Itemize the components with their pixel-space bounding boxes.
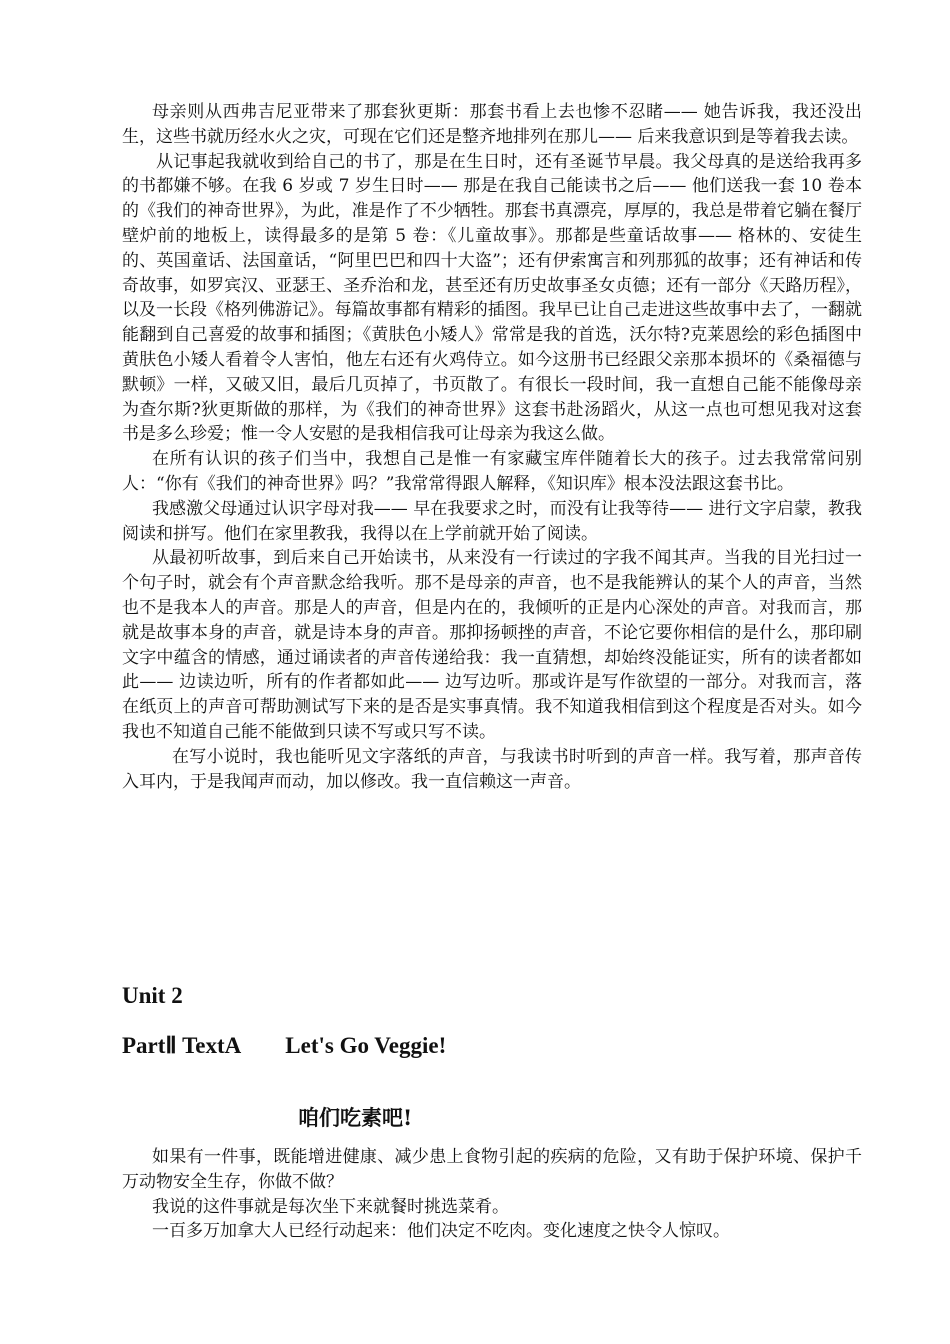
paragraph: 我说的这件事就是每次坐下来就餐时挑选菜肴。	[152, 1196, 509, 1217]
paragraph: 在所有认识的孩子们当中，我想自己是惟一有家藏宝库伴随着长大的孩子。过去我常常问别人：“你有《我们的神奇世界》吗？”我常常得跟人解释，《知识库》根本没法跟这套书比。	[122, 449, 862, 494]
chinese-title: 咱们吃素吧!	[298, 1105, 413, 1130]
unit-heading: Unit 2	[122, 983, 183, 1008]
paragraph: 从最初听故事，到后来自己开始读书，从来没有一行读过的字我不闻其声。当我的目光扫过一个句子时，就会有个声音默念给我听。那不是母亲的声音，也不是我能辨认的某个人的声音，当然也不是我本人的声音。那是人的声音，但是内在的，我倾听的正是内心深处的声音。对我而言，那就是故事本身的声音，就是诗本身的声音。那抑扬顿挫的声音，不论它要你相信的是什么，那印刷文字中蕴含的情感，通过诵读者的声音传递给我：我一直猜想，却始终没能证实，所有的读者都如此—— 边读边听，所有的作者都如此—— 边写边听。那或许是写作欲望的一部分。对我而言，落在纸页上的声音可帮助测试写下来的是否是实事真情。我不知道我相信到这个程度是否对头。如今我也不知道自己能不能做到只读不写或只写不读。	[122, 548, 862, 742]
paragraph: 从记事起我就收到给自己的书了，那是在生日时，还有圣诞节早晨。我父母真的是送给我再多的书都嫌不够。在我 6 岁或 7 岁生日时—— 那是在我自己能读书之后—— 他们送我一套 10 卷本的《我们的神奇世界》，为此，准是作了不少牺牲。那套书真漂亮，厚厚的，我总是带着它躺在餐厅壁炉前的地板上，读得最多的是第 5 卷：《儿童故事》。那都是些童话故事—— 格林的、安徒生的、英国童话、法国童话，“阿里巴巴和四十大盗”；还有伊索寓言和列那狐的故事；还有神话和传奇故事，如罗宾汉、亚瑟王、圣乔治和龙，甚至还有历史故事圣女贞德；还有一部分《天路历程》，以及一长段《格列佛游记》。每篇故事都有精彩的插图。我早已让自己走进这些故事中去了，一翻就能翻到自己喜爱的故事和插图；《黄肤色小矮人》常常是我的首选，沃尔特?克莱恩绘的彩色插图中黄肤色小矮人看着令人害怕，他左右还有火鸡侍立。如今这册书已经跟父亲那本损坏的《桑福德与默顿》一样，又破又旧，最后几页掉了，书页散了。有很长一段时间，我一直想自己能不能像母亲为查尔斯?狄更斯做的那样，为《我们的神奇世界》这套书赴汤蹈火，从这一点也可想见我对这套书是多么珍爱；惟一令人安慰的是我相信我可让母亲为我这么做。	[122, 151, 862, 445]
text-title: Let's Go Veggie!	[285, 1033, 447, 1058]
part-heading	[122, 1032, 446, 1060]
paragraph: 如果有一件事，既能增进健康、减少患上食物引起的疾病的危险，又有助于保护环境、保护千万动物安全生存，你做不做？	[122, 1147, 862, 1192]
unit1-text-block	[122, 100, 862, 794]
paragraph: 一百多万加拿大人已经行动起来：他们决定不吃肉。变化速度之快令人惊叹。	[152, 1221, 730, 1242]
paragraph: 我感激父母通过认识字母对我—— 早在我要求之时，而没有让我等待—— 进行文字启蒙，教我阅读和拼写。他们在家里教我，我得以在上学前就开始了阅读。	[122, 498, 862, 544]
unit2-text-block	[122, 1145, 862, 1244]
paragraph: 母亲则从西弗吉尼亚带来了那套狄更斯：那套书看上去也惨不忍睹—— 她告诉我，我还没出生，这些书就历经水火之灾，可现在它们还是整齐地排列在那儿—— 后来我意识到是等着我去读。	[122, 102, 862, 147]
paragraph: 在写小说时，我也能听见文字落纸的声音，与我读书时听到的声音一样。我写着，那声音传入耳内，于是我闻声而动，加以修改。我一直信赖这一声音。	[122, 746, 862, 792]
part-label: PartⅡ TextA	[122, 1033, 242, 1058]
